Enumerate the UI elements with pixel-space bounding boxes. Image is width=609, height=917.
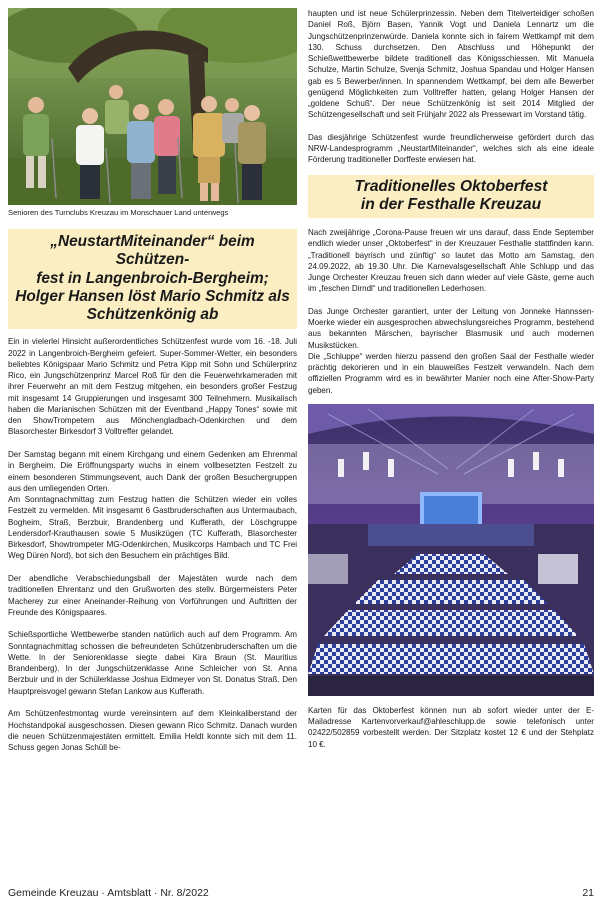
article-paragraph: Am Schützenfestmontag wurde vereinsintern auf dem Kleinkaliberstand der Hochstandpokal ausgeschossen. Diesen gewann Rico Schmitz. Danach wurden die neuen Schützenmajestäten ermittelt. Emilia Heldt konnte sich mit dem 11. Schuss gegen Jonas Schüll be- <box>8 709 297 753</box>
article-paragraph: Der abendliche Verabschiedungsball der Majestäten wurde nach dem traditionellen Ehrentanz und den Grußworten des stellv. Bürgermeisters Peter Macherey zur einer Aneinander-Reihung von Vorführungen und Auftritten der Freunde des Königspaares. <box>8 574 297 617</box>
oktoberfest-headline <box>308 175 594 218</box>
schuetzenfest-article-continued <box>308 8 594 166</box>
article-paragraph: haupten und ist neue Schülerprinzessin. Neben dem Titelverteidiger schoßen Daniel Roß, Björn Basen, Yannik Vogt und Daniela Lennartz um die Jungschützenprinzenwürde. Daniela konnte sich in fairem Wettkampf mit dem 130. Schuss durchsetzen. Den Abschluss und Höhepunkt der Schießwettbewerbe bildete traditionell das Königsschiessen. Mit Manuela Schulze, Martin Schulze, Svenja Schmitz, Joshua Spandau und Holger Hansen gab es 5 Bewerber/innen. In spannendem Wettkampf, bei dem alle Bewerber genügend Möglichkeiten zum Volltreffer hatten, gelang Holger Hansen der „goldene Schuß“. Der neue Schützenkönig ist seit 2014 Mitglied der Schützengesellschaft und seit Frühjahr 2022 als Pressewart im Vorstand tätig. <box>308 9 594 120</box>
oktoberfest-article <box>308 227 594 396</box>
headline-line: Traditionelles Oktoberfest <box>354 177 548 195</box>
headline-line: Schützenkönig ab <box>86 306 219 324</box>
seniors-hiking-photo <box>8 8 297 205</box>
schuetzenfest-headline <box>8 229 297 329</box>
headline-line: fest in Langenbroich-Bergheim; <box>36 269 269 287</box>
ticket-info-paragraph: Karten für das Oktoberfest können nun ab sofort wieder unter der E-Mailadresse Kartenvorverkauf@ahleschlupp.de sowie telefonisch unter 02422/502859 vorbestellt werden. Der Sitzplatz kostet 12 € und der Stehplatz 10 €. <box>308 705 594 749</box>
article-paragraph: Ein in vielerlei Hinsicht außerordentliches Schützenfest wurde vom 16. -18. Juli 2022 in Langenbroich-Bergheim gefeiert. Super-Sommer-Wetter, ein besonders beliebtes Königspaar Mario Schmitz und Petra Kipp mit Sohn und Schülerprinz Rico, ein Jungschützenprinz Marcel Roß für den die Feuerwehrkameraden mit ihrer Feuerwehr an mit dem Festzug mitgehen, ein besonders großer Festzug mit insgesamt 14 Gruppierungen und insgesamt 300 Teilnehmern. Musikalisch haben die Marianischen Schützen mit der Eventband „Happy Tones“ sowie mit den ShowTrompetern aus Mönchengladbach-Odenkirchen und dem Blasorchester Birkesdorf 3 Volltreffer gelandet. <box>8 337 297 437</box>
headline-line: Holger Hansen löst Mario Schmitz als <box>15 287 290 305</box>
article-paragraph: Schießsportliche Wettbewerbe standen natürlich auch auf dem Programm. Am Sonntagnachmittag schossen die befreundeten Schützenbruderschaften um die Wette. In der Seniorenklasse siegte dabei Kira Braun (St. Mauritius Brandenberg). In der Jungschützenklasse Anne Schleicher von St. Anna Berzbuir und in der Schülerklasse Joshua Eidmeyer von St. Donatus Straß. Den Hauptpreisvogel gewann Stefan Lankow aus Kufferath. <box>8 630 297 696</box>
headline-line: in der Festhalle Kreuzau <box>360 195 542 213</box>
seniors-photo-image <box>8 8 297 205</box>
headline-line: „NeustartMiteinander“ beim Schützen- <box>50 233 255 269</box>
page-footer <box>8 887 594 899</box>
article-paragraph: Nach zweijährige „Corona-Pause freuen wir uns darauf, dass Ende September endlich wieder unser „Oktoberfest“ in der Kreuzauer Festhalle stattfinden kann. „Traditionell bayrisch und zünftig“ so lautet das Motto am Samstag, den 24.09.2022, ab 19.30 Uhr. Die Karnevalsgesellschaft Ahle Schlupp und das Junge Orchester Kreuzau freuen sich dann wieder auf viele Gäste, gerne auch im „feschen Dirndl“ und traditionellen Lederhosen. <box>308 228 594 294</box>
footer-publication: Gemeinde Kreuzau · Amtsblatt · Nr. 8/2022 <box>8 887 209 899</box>
festhalle-photo <box>308 404 594 696</box>
article-paragraph: Das Junge Orchester garantiert, unter der Leitung von Jonneke Hannssen-Moerke wieder ein ausgesprochen abwechslungsreiches Programm, bestehend aus bekannten Märschen, bayrischer Blasmusik und auch modernen Musikstücken. <box>308 306 594 350</box>
festhalle-photo-image <box>308 404 594 696</box>
article-paragraph: Der Samstag begann mit einem Kirchgang und einem Gedenken am Ehrenmal in Bergheim. Die Eröffnungsparty wuchs in einem vollbesetzten Festzelt zu einem besonderen Stimmungsevent, auch Dank der großen Besuchergruppen aus den umliegenden Orten. <box>8 450 297 493</box>
left-column <box>8 8 297 753</box>
schuetzenfest-article <box>8 336 297 753</box>
photo-caption: Senioren des Turnclubs Kreuzau im Monschauer Land unterwegs <box>8 208 229 217</box>
page-number: 21 <box>582 887 594 899</box>
right-column <box>308 8 594 750</box>
article-paragraph: Die „Schluppe“ werden hierzu passend den großen Saal der Festhalle wieder prächtig dekorieren und in ein blauweißes Festzelt verwandeln. Nach dem offiziellen Programm wird es in bewährter Manier noch eine After-Show-Party geben. <box>308 351 594 395</box>
article-paragraph: Das diesjährige Schützenfest wurde freundlicherweise gefördert durch das NRW-Landesprogramm „NeustartMiteinander“, welches sich als eine ideale Förderung traditioneller Dorffeste erwiesen hat. <box>308 132 594 165</box>
article-paragraph: Am Sonntagnachmittag zum Festzug hatten die Schützen wieder ein volles Festzelt zu vermelden. Mit insgesamt 6 Gastbruderschaften aus Untermaubach, Bogheim, Straß, Berzbuir, Brandenberg und Kufferath, der Löschgruppe Lendersdorf-Krauthausen sowie 5 Musikzügen (TC Kufferath, Blasorchester Birkesdorf, Showtrompeter MG-Odenkirchen, Musikcorps Hambach und TC Frei Weg Düren Nord), bot sich den Besuchern ein prächtiges Bild. <box>8 495 297 561</box>
